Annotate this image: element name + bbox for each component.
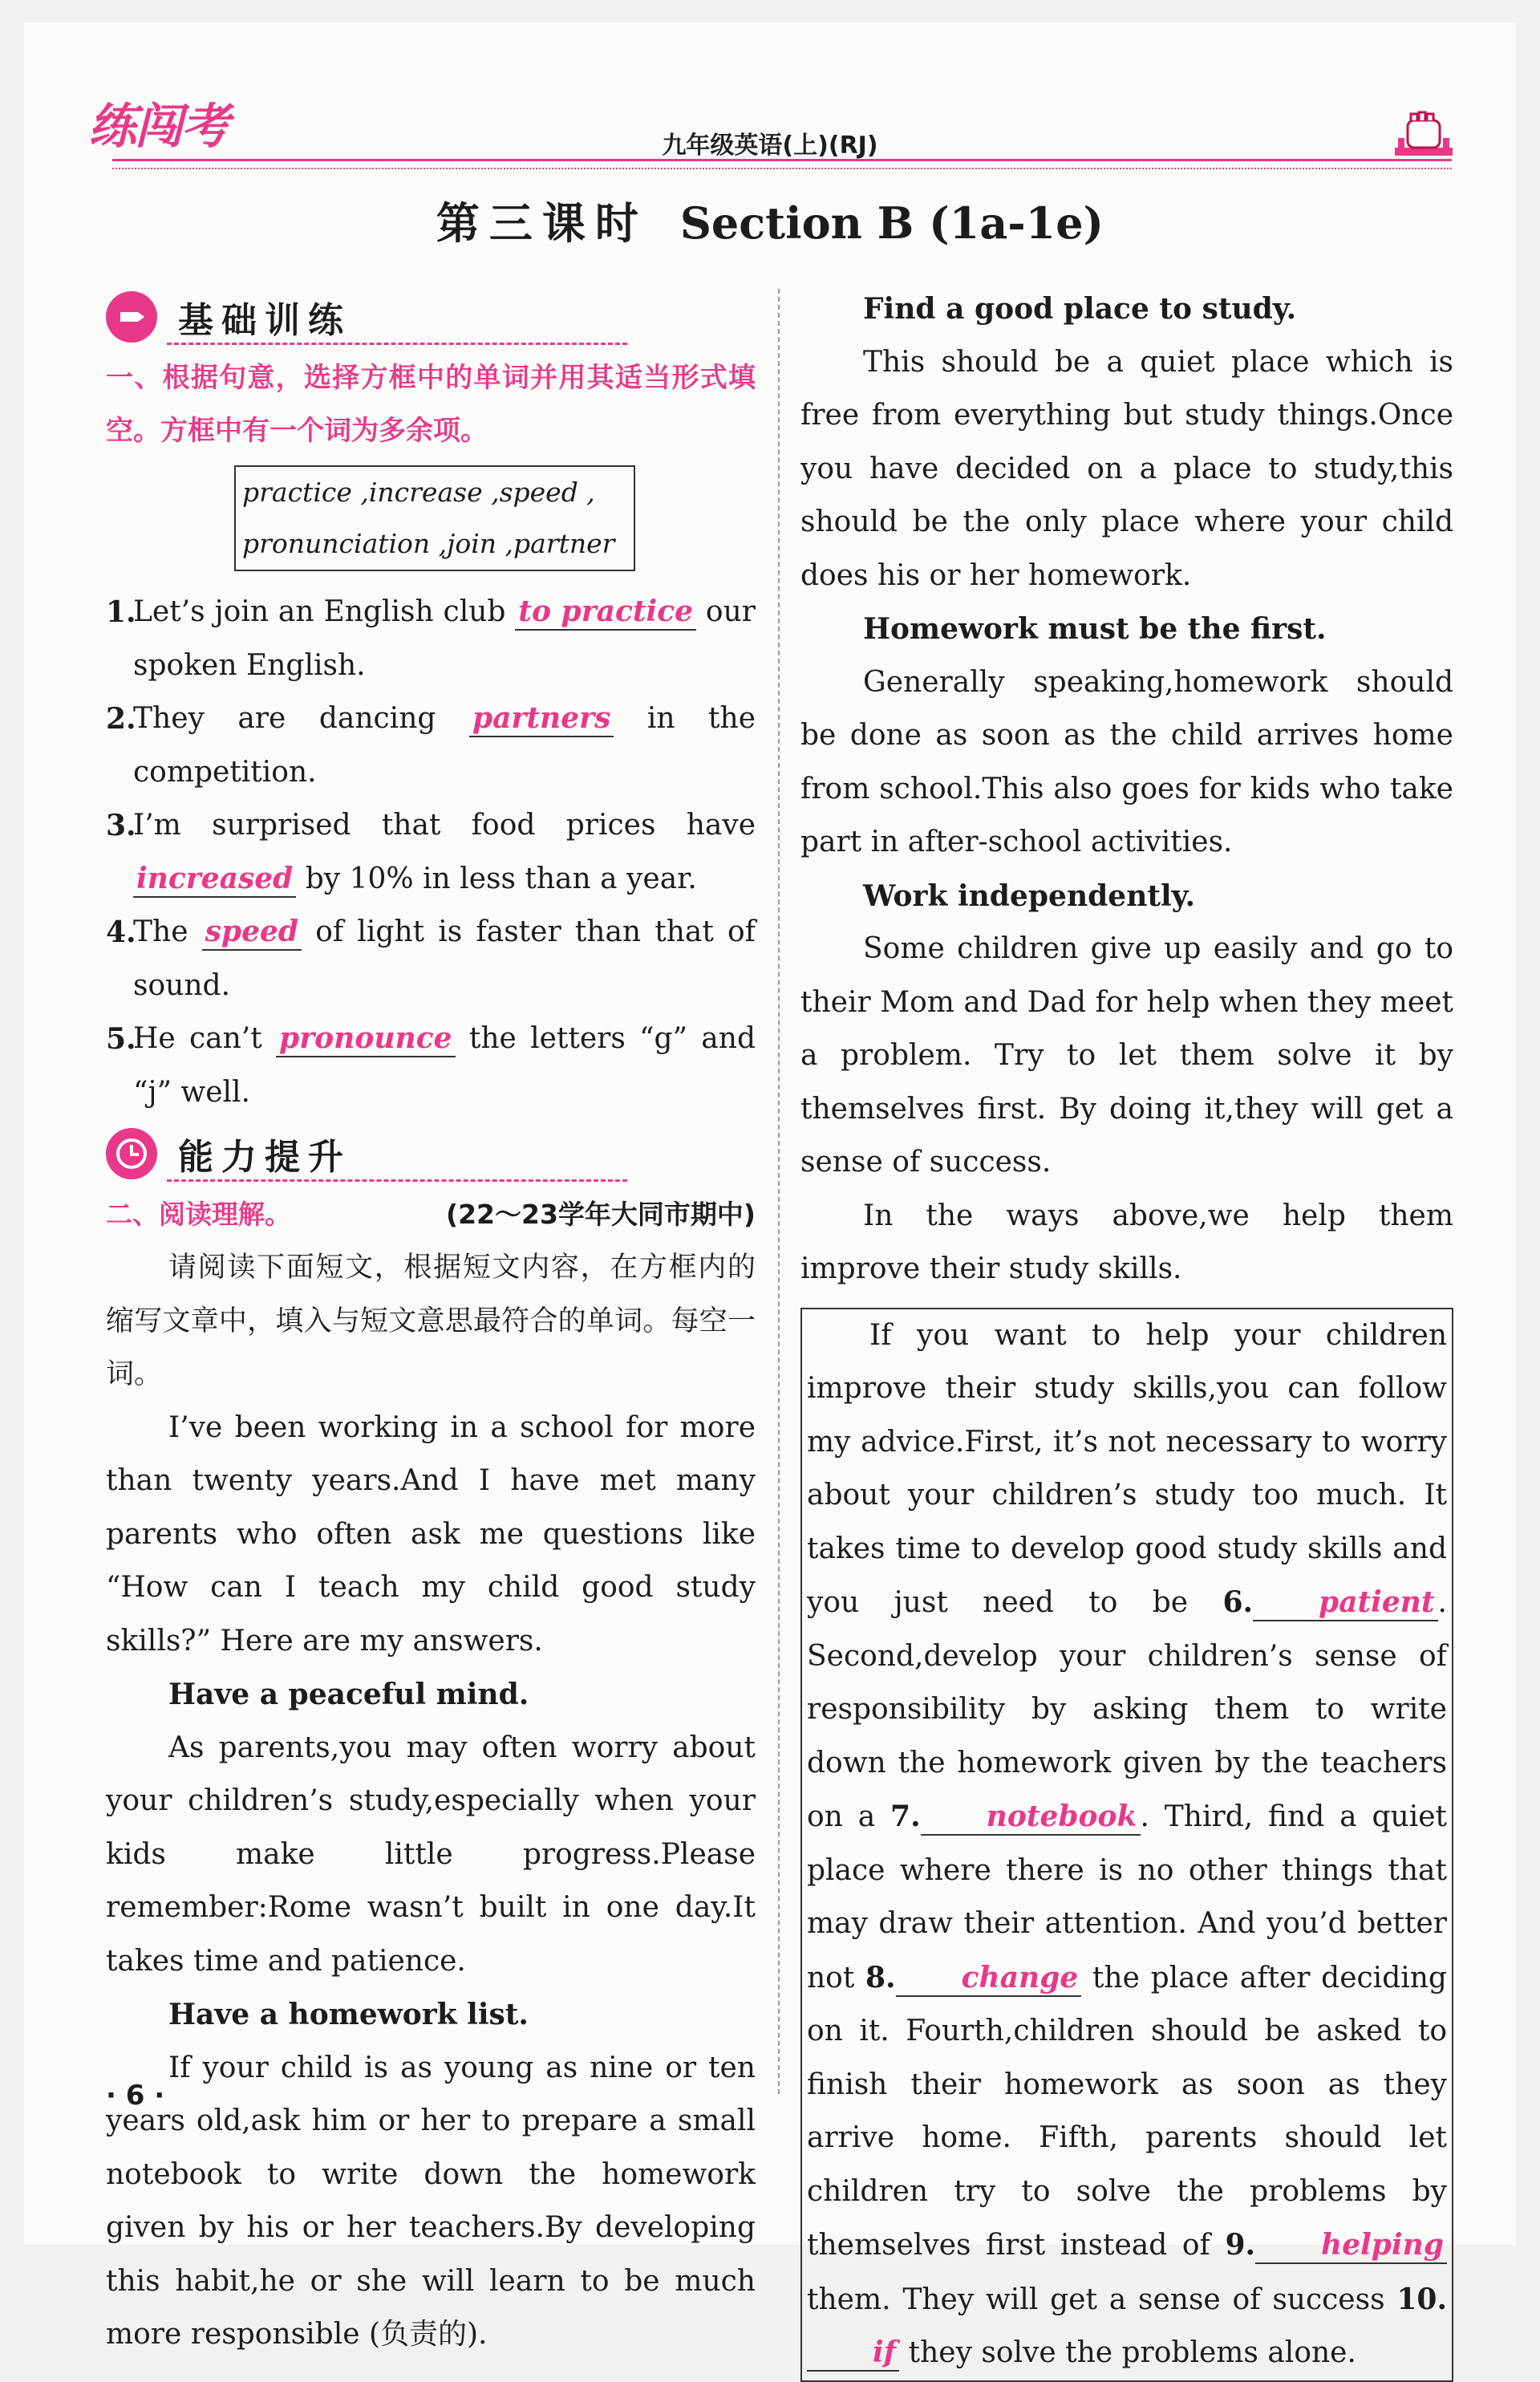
section-label: 能力提升 xyxy=(178,1137,351,1178)
passage-paragraph: I’ve been working in a school for more than twenty years.And I have met many parents who often ask me questions like “How can I teach my child good study skills?” Here are my answers. xyxy=(106,1410,756,1658)
clock-icon xyxy=(106,1128,157,1179)
passage-paragraph: In the ways above,we help them improve their study skills. xyxy=(800,1199,1453,1285)
word-box xyxy=(234,465,635,571)
passage-paragraph: Generally speaking,homework should be done as soon as the child arrives home from school.This also goes for kids who take part in after-school activities. xyxy=(800,665,1453,858)
fill-item xyxy=(106,799,756,906)
item-text: the letters “g” and “j” well. xyxy=(133,1022,756,1109)
right-column xyxy=(800,282,1453,2382)
item-text: They are dancing xyxy=(133,702,469,735)
blank-number: 9. xyxy=(1225,2228,1256,2262)
passage-heading: Have a homework list. xyxy=(168,1998,529,2031)
item-number: 4. xyxy=(106,915,136,949)
item-number: 1. xyxy=(106,595,136,629)
item-number: 2. xyxy=(106,702,136,736)
column-divider xyxy=(778,289,780,2094)
lesson-title-en: Section B (1a-1e) xyxy=(679,197,1104,249)
passage-heading: Homework must be the first. xyxy=(863,612,1327,646)
passage-paragraph: This should be a quiet place which is free from everything but study things.Once you have decided on a place to study,this should be the only place where your child does his or her homework. xyxy=(800,345,1453,592)
fill-item xyxy=(106,586,756,692)
answer-blank: pronounce xyxy=(276,1021,456,1057)
page-number: · 6 · xyxy=(106,2080,165,2112)
passage-heading: Find a good place to study. xyxy=(863,292,1297,326)
word-box-line: pronunciation ,join ,partner xyxy=(242,528,615,559)
passage-heading: Have a peaceful mind. xyxy=(168,1678,529,1711)
item-text: The xyxy=(133,915,202,948)
item-text: our spoken English. xyxy=(133,595,756,682)
summary-text xyxy=(807,1309,1447,2380)
item-number: 5. xyxy=(106,1022,136,1056)
passage-paragraph: If your child is as young as nine or ten years old,ask him or her to prepare a small notebook to write down the homework given by his or her teachers.By developing this habit,he or she will learn to be much more responsible (负责的). xyxy=(106,2051,756,2351)
item-text: Let’s join an English club xyxy=(133,595,516,628)
header-rule xyxy=(112,159,1452,169)
pencil-icon xyxy=(106,291,157,343)
part1-instruction: 一、根据句意，选择方框中的单词并用其适当形式填空。方框中有一个词为多余项。 xyxy=(106,362,756,447)
section-underline xyxy=(167,343,627,345)
section-underline xyxy=(167,1179,627,1182)
blank-number: 7. xyxy=(890,1800,921,1833)
left-column xyxy=(106,282,756,2362)
summary-box xyxy=(800,1308,1453,2382)
answer-blank: speed xyxy=(202,914,302,951)
summary-segment: they solve the problems alone. xyxy=(899,2336,1356,2369)
summary-segment: . Second,develop your children’s sense of responsibility by asking them to write down the homework given by the teachers on a xyxy=(807,1586,1447,1833)
summary-segment: If you want to help your children improve their study skills,you can follow my advice.First, it’s not necessary to worry about your children’s study too much. It takes time to develop good study skills and you just need to be xyxy=(807,1318,1447,1619)
answer-blank: helping xyxy=(1255,2227,1447,2264)
part2-instruction: 二、阅读理解。 xyxy=(106,1199,291,1230)
section-basic-training xyxy=(106,282,756,351)
fill-item xyxy=(106,906,756,1012)
answer-blank: notebook xyxy=(921,1799,1141,1836)
fist-icon xyxy=(1392,106,1456,159)
lesson-title xyxy=(0,189,1540,251)
brand-logo: 练闯考 xyxy=(88,99,228,155)
word-box-line: practice ,increase ,speed , xyxy=(242,477,595,508)
summary-segment: them. They will get a sense of success xyxy=(807,2283,1397,2316)
part2-directions: 请阅读下面短文，根据短文内容，在方框内的缩写文章中，填入与短文意思最符合的单词。每空一词。 xyxy=(106,1252,756,1390)
part2-instruction-row xyxy=(106,1188,756,1241)
answer-blank: if xyxy=(807,2335,899,2372)
blank-number: 8. xyxy=(865,1960,896,1994)
lesson-title-cn: 第三课时 xyxy=(436,198,648,249)
item-text: He can’t xyxy=(133,1022,277,1055)
answer-blank: to practice xyxy=(515,594,696,631)
passage-heading: Work independently. xyxy=(863,879,1195,913)
fill-item xyxy=(106,692,756,799)
answer-blank: change xyxy=(896,1960,1082,1997)
answer-blank: partners xyxy=(469,700,614,737)
fill-item xyxy=(106,1012,756,1119)
blank-number: 6. xyxy=(1222,1585,1254,1619)
item-text: I’m surprised that food prices have xyxy=(133,809,756,842)
passage-paragraph: As parents,you may often worry about your children’s study,especially when your kids make little progress.Please remember:Rome wasn’t built in one day.It takes time and patience. xyxy=(106,1731,756,1978)
item-number: 3. xyxy=(106,809,136,842)
item-text: by 10% in less than a year. xyxy=(296,862,697,895)
item-text: in the competition. xyxy=(133,702,756,789)
summary-segment: the place after deciding on it. Fourth,children should be asked to finish their homework as soon as they arrive home. Fifth, parents should let children try to solve the problems by themselves first instead of xyxy=(807,1961,1447,2262)
header-title: 九年级英语(上)(RJ) xyxy=(662,132,878,160)
part2-source: (22～23学年大同市期中) xyxy=(445,1199,756,1230)
section-label: 基础训练 xyxy=(178,300,351,341)
summary-segment: . Third, find a quiet place where there is no other things that may draw their attention. And you’d better not xyxy=(807,1800,1447,1994)
item-text: of light is faster than that of sound. xyxy=(133,915,756,1002)
blank-number: 10. xyxy=(1396,2282,1447,2316)
passage-paragraph: Some children give up easily and go to their Mom and Dad for help when they meet a problem. Try to let them solve it by themselves first. By doing it,they will get a sense of success. xyxy=(800,932,1453,1179)
answer-blank: increased xyxy=(133,861,296,898)
answer-blank: patient xyxy=(1253,1585,1438,1621)
section-ability-boost xyxy=(106,1119,756,1188)
